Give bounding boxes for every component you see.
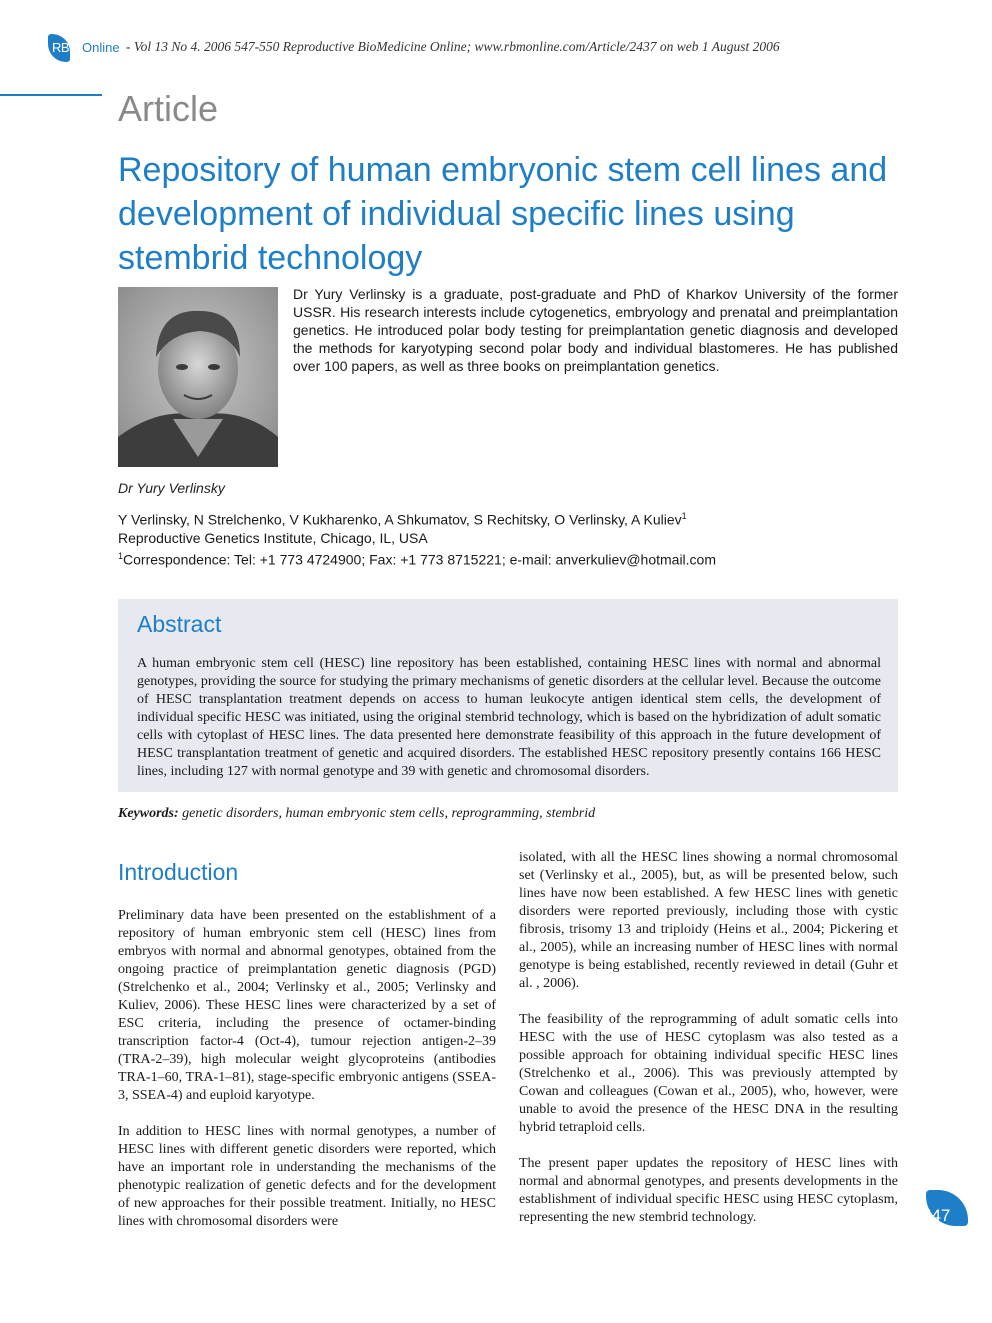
- abstract-text: A human embryonic stem cell (HESC) line repository has been established, containing HESC lines with normal and abnormal genotypes, providing the source for studying the primary mechanisms of genetic disorders at the cellular level. Because the outcome of HESC transplantation treatment depends on access to human leukocyte antigen identical stem cells, the development of individual specific HESC was initiated, using the original stembrid technology, which is based on the hybridization of adult somatic cells with cytoplast of HESC lines. The data presented here demonstrate feasibility of this approach in the future development of HESC transplantation treatment of genetic and acquired disorders. The established HESC repository presently contains 166 HESC lines, including 127 with normal genotype and 39 with genetic and chromosomal disorders.: [137, 656, 881, 779]
- photo-caption: Dr Yury Verlinsky: [118, 480, 225, 496]
- author-names: Y Verlinsky, N Strelchenko, V Kukharenko, A Shkumatov, S Rechitsky, O Verlinsky, A Kuliev: [118, 511, 682, 528]
- intro-paragraph-2: In addition to HESC lines with normal genotypes, a number of HESC lines with different genetic disorders were reported, which have an important role in understanding the mechanisms of the phenotypic realization of genetic defects and for the development of new approaches for their possible treatment. Initially, no HESC lines with chromosomal disorders were: [118, 1124, 496, 1229]
- institute: Reproductive Genetics Institute, Chicago, IL, USA: [118, 529, 428, 546]
- left-column: [118, 859, 496, 1249]
- correspondence-superscript: 1: [118, 550, 124, 561]
- intro-paragraph-1: Preliminary data have been presented on the establishment of a repository of human embryonic stem cell (HESC) lines from embryos with normal and abnormal genotypes, obtained from the ongoing practice of preimplantation genetic diagnosis (PGD) (Strelchenko et al., 2004; Verlinsky et al., 2005; Verlinsky and Kuliev, 2006). These HESC lines were characterized by a set of ESC criteria, including the presence of octamer-binding transcription factor-4 (Oct-4), tumour rejection antigen-2–39 (TRA-2–39), high molecular weight glycoproteins (antibodies TRA-1–60, TRA-1–81), stage-specific embryonic antigens (SSEA-3, SSEA-4) and euploid karyotype.: [118, 908, 496, 1103]
- right-column: [519, 849, 898, 1245]
- header-rule: [0, 94, 102, 96]
- rbm-online-logo[interactable]: [48, 34, 118, 62]
- intro-paragraph-3: isolated, with all the HESC lines showing a normal chromosomal set (Verlinsky et al., 2005), but, as will be presented below, such lines have now been established. A few HESC lines with genetic disorders were reported previously, including those with cystic fibrosis, trisomy 13 and triploidy (Heins et al., 2004; Pickering et al., 2005), while an increasing number of HESC lines with normal genotype is being established, recently reviewed in detail (Guhr et al. , 2006).: [519, 850, 898, 991]
- correspondence: Correspondence: Tel: +1 773 4724900; Fax: +1 773 8715221; e-mail: anverkuliev@hotmail.com: [123, 551, 716, 568]
- author-bio: Dr Yury Verlinsky is a graduate, post-graduate and PhD of Kharkov University of the former USSR. His research interests include cytogenetics, embryology and prenatal and preimplantation genetics. He introduced polar body testing for preimplantation genetic diagnosis and developed the methods for karyotyping second polar body and individual blastomeres. He has published over 100 papers, as well as three books on preimplantation genetics.: [293, 286, 898, 374]
- abstract-box: [118, 599, 898, 792]
- author-block: [118, 507, 918, 568]
- logo-rbm-text: RBM: [52, 40, 80, 55]
- keywords-text: genetic disorders, human embryonic stem cells, reprogramming, stembrid: [182, 806, 596, 821]
- keywords-label: Keywords:: [118, 806, 179, 821]
- author-superscript: 1: [681, 511, 687, 521]
- intro-paragraph-5: The present paper updates the repository of HESC lines with normal and abnormal genotypes, and presents developments in the establishment of individual specific HESC using HESC cytoplasm, representing the new stembrid technology.: [519, 1156, 898, 1225]
- introduction-heading: Introduction: [118, 859, 239, 885]
- page-number: 547: [922, 1206, 951, 1225]
- page-number-badge: [920, 1190, 970, 1230]
- journal-citation: - Vol 13 No 4. 2006 547-550 Reproductive BioMedicine Online; www.rbmonline.com/Article/2437 on web 1 August 2006: [126, 39, 780, 54]
- intro-paragraph-4: The feasibility of the reprogramming of adult somatic cells into HESC with the use of HESC cytoplasm was also tested as a possible approach for obtaining individual specific HESC lines (Strelchenko et al., 2006). This was previously attempted by Cowan and colleagues (Cowan et al., 2005), who, however, were unable to avoid the presence of the HESC DNA in the resulting hybrid tetraploid cells.: [519, 1012, 898, 1135]
- section-label: Article: [118, 88, 219, 129]
- logo-online-text: Online: [82, 40, 120, 55]
- article-title: Repository of human embryonic stem cell lines and development of individual specific lines using stembrid technology: [118, 151, 888, 277]
- author-photo: [118, 287, 278, 467]
- abstract-heading: Abstract: [137, 611, 222, 637]
- journal-header: [48, 34, 908, 62]
- keywords: [118, 806, 595, 822]
